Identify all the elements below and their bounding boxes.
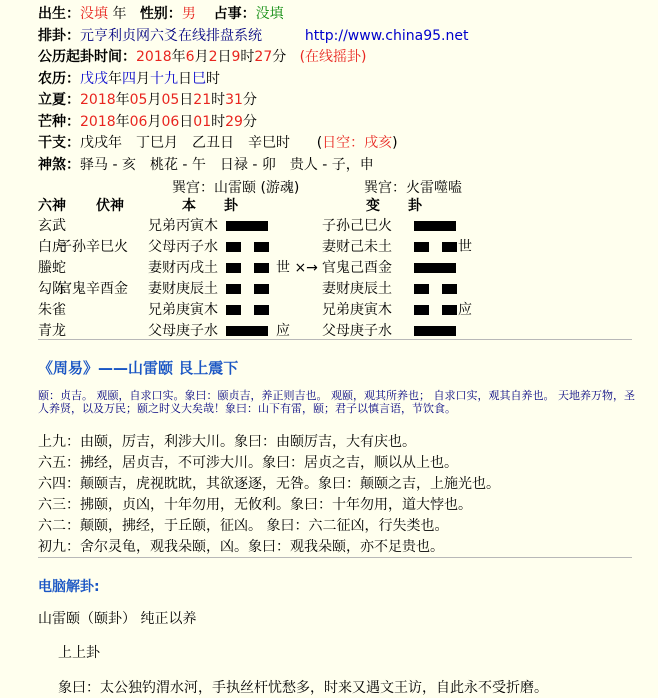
lixia-row bbox=[38, 90, 468, 112]
bian-line-label: 子孙己巳火 bbox=[322, 218, 392, 234]
ben-line-label: 父母庚子水 bbox=[148, 323, 218, 339]
ben-yao-bar bbox=[226, 242, 241, 252]
bian-line-label: 兄弟庚寅木 bbox=[322, 302, 392, 318]
gender-value: 男 bbox=[181, 6, 196, 22]
yao-line: 六二：颠颐，拂经，于丘颐，征凶。 象曰：六二征凶，行失类也。 bbox=[38, 518, 449, 534]
ben-line-label: 兄弟丙寅木 bbox=[148, 218, 218, 234]
matter-value: 没填 bbox=[255, 6, 284, 22]
bian-line-label: 妻财己未土 bbox=[322, 239, 392, 255]
bian-line-mark: 应 bbox=[458, 302, 472, 318]
col-bian: 变 卦 bbox=[366, 198, 422, 214]
unit: 年 bbox=[115, 92, 130, 108]
time-month: 6 bbox=[185, 49, 195, 65]
bian-line-mark: 世 bbox=[458, 239, 472, 255]
bian-yao-bar bbox=[442, 305, 457, 315]
time-row bbox=[38, 47, 468, 69]
unit: 日 bbox=[217, 49, 232, 65]
bian-line-label: 官鬼己酉金 bbox=[322, 260, 392, 276]
jiegua-level: 上上卦 bbox=[58, 645, 100, 661]
unit: 月 bbox=[194, 49, 209, 65]
mz-minute: 29 bbox=[225, 113, 243, 130]
lunar-label: 农历： bbox=[38, 70, 80, 87]
bian-yao-bar bbox=[442, 284, 457, 294]
year-char: 年 bbox=[112, 6, 127, 22]
lixia-minute: 31 bbox=[225, 92, 243, 108]
divider bbox=[38, 557, 632, 558]
ben-yao-bar bbox=[254, 305, 269, 315]
lixia-year: 2018 bbox=[80, 92, 116, 108]
unit: 年 bbox=[171, 49, 186, 65]
lixia-hour: 21 bbox=[193, 92, 212, 108]
bian-yao-bar bbox=[442, 242, 457, 252]
ben-yao-bar bbox=[226, 263, 241, 273]
liushen-cell: 勾陈 bbox=[38, 281, 66, 297]
bian-yao-bar bbox=[414, 263, 456, 273]
lunar-part: 时 bbox=[206, 70, 220, 87]
birth-value: 没填 bbox=[80, 6, 108, 22]
paigua-row bbox=[38, 26, 468, 48]
unit: 时 bbox=[211, 113, 226, 130]
ben-line-label: 妻财庚辰土 bbox=[148, 281, 218, 297]
zhouyi-title: 《周易》——山雷颐 艮上震下 bbox=[38, 359, 239, 377]
shensha-label: 神煞： bbox=[38, 156, 80, 173]
ben-yao-bar bbox=[254, 242, 269, 252]
jiegua-xiang: 象曰：太公独钓渭水河，手执丝杆忧愁多，时来又遇文王访，自此永不受折磨。 bbox=[58, 680, 548, 696]
bian-yao-bar bbox=[414, 284, 429, 294]
lunar-part: 戊戌 bbox=[80, 70, 108, 87]
paigua-system: 元亨利贞网六爻在线排盘系统 bbox=[80, 27, 262, 44]
rikong-value: 日空：戌亥 bbox=[322, 135, 393, 151]
ben-line-label: 妻财丙戌土 bbox=[148, 260, 218, 276]
jiegua-name: 山雷颐（颐卦） 纯正以养 bbox=[38, 611, 197, 627]
paigua-label: 排卦： bbox=[38, 27, 80, 44]
mz-hour: 01 bbox=[193, 113, 212, 130]
time-hour: 9 bbox=[231, 49, 241, 65]
fushen-cell: 官鬼辛酉金 bbox=[58, 281, 128, 297]
bian-yao-bar bbox=[414, 242, 429, 252]
bian-palace: 巽宫：火雷噬嗑 bbox=[364, 180, 462, 196]
birth-row bbox=[38, 4, 468, 26]
paren: ( bbox=[316, 135, 323, 151]
ganzhi-value: 戊戌年 丁巳月 乙丑日 辛巳时 bbox=[80, 135, 290, 151]
fushen-cell: 子孙辛巳火 bbox=[58, 239, 128, 255]
unit: 分 bbox=[272, 49, 287, 65]
time-year: 2018 bbox=[136, 49, 172, 65]
ben-yao-bar bbox=[226, 221, 268, 231]
bian-line-label: 父母庚子水 bbox=[322, 323, 392, 339]
ben-line-label: 兄弟庚寅木 bbox=[148, 302, 218, 318]
unit: 年 bbox=[115, 113, 130, 130]
zhouyi-text: 颐：贞吉。 观颐，自求口实。象曰：颐贞吉，养正则吉也。 观颐，观其所养也； 自求口实，观其自养也。 天地养万物，圣人养贤，以及万民；颐之时义大矣哉！象曰：山下有雷，颐；君子以慎言语，节饮食。 bbox=[38, 389, 635, 415]
liushen-cell: 白虎 bbox=[38, 239, 66, 255]
shensha-value: 驿马 - 亥 桃花 - 午 日禄 - 卯 贵人 - 子，申 bbox=[80, 156, 374, 173]
yao-line: 六五：拂经，居贞吉，不可涉大川。象曰：居贞之吉，顺以从上也。 bbox=[38, 455, 458, 471]
liushen-cell: 朱雀 bbox=[38, 302, 66, 318]
time-day: 2 bbox=[208, 49, 218, 65]
unit: 时 bbox=[240, 49, 255, 65]
ben-line-mark: 世 ×→ bbox=[276, 260, 318, 276]
site-url-link[interactable]: http://www.china95.net bbox=[304, 27, 469, 44]
shensha-row bbox=[38, 155, 468, 177]
yao-line: 初九：舍尔灵龟，观我朵颐，凶。象曰：观我朵颐，亦不足贵也。 bbox=[38, 539, 444, 555]
bian-line-label: 妻财庚辰土 bbox=[322, 281, 392, 297]
lunar-row bbox=[38, 69, 468, 91]
ben-yao-bar bbox=[226, 284, 241, 294]
mz-day: 06 bbox=[161, 113, 180, 130]
bian-yao-bar bbox=[414, 326, 456, 336]
jiegua-heading: 电脑解卦: bbox=[38, 579, 100, 595]
unit: 日 bbox=[179, 92, 194, 108]
liushen-cell: 螣蛇 bbox=[38, 260, 66, 276]
col-ben: 本 卦 bbox=[182, 198, 238, 214]
lunar-part: 年 bbox=[108, 70, 122, 87]
lixia-day: 05 bbox=[161, 92, 180, 108]
time-label: 公历起卦时间： bbox=[38, 49, 136, 65]
ganzhi-row bbox=[38, 133, 468, 155]
ben-line-mark: 应 bbox=[276, 323, 290, 339]
ben-yao-bar bbox=[226, 305, 241, 315]
ganzhi-label: 干支： bbox=[38, 135, 80, 151]
ben-yao-bar bbox=[226, 326, 268, 336]
mz-month: 06 bbox=[129, 113, 148, 130]
unit: 分 bbox=[242, 113, 257, 130]
col-liushen: 六神 bbox=[38, 198, 66, 214]
lunar-part: 巳 bbox=[192, 70, 206, 87]
matter-label: 占事： bbox=[213, 6, 256, 22]
ben-palace: 巽宫：山雷颐 (游魂) bbox=[172, 180, 300, 196]
gender-label: 性别： bbox=[139, 6, 182, 22]
unit: 月 bbox=[147, 113, 162, 130]
lunar-part: 十九 bbox=[150, 70, 178, 87]
liushen-cell: 玄武 bbox=[38, 218, 66, 234]
lunar-part: 四 bbox=[122, 70, 136, 87]
paren: ) bbox=[392, 135, 398, 151]
yao-list bbox=[38, 432, 500, 558]
birth-label: 出生： bbox=[38, 6, 80, 22]
ben-line-label: 父母丙子水 bbox=[148, 239, 218, 255]
bian-yao-bar bbox=[414, 305, 429, 315]
ben-yao-bar bbox=[254, 263, 269, 273]
mangzhong-label: 芒种： bbox=[38, 113, 80, 130]
unit: 时 bbox=[211, 92, 226, 108]
lixia-month: 05 bbox=[129, 92, 148, 108]
time-note: (在线摇卦) bbox=[299, 49, 367, 65]
lunar-part: 日 bbox=[178, 70, 192, 87]
basic-info bbox=[38, 4, 468, 176]
lunar-part: 月 bbox=[136, 70, 150, 87]
divider bbox=[38, 339, 632, 340]
unit: 分 bbox=[242, 92, 257, 108]
ben-yao-bar bbox=[254, 284, 269, 294]
yao-line: 上九：由颐，厉吉，利涉大川。象曰：由颐厉吉，大有庆也。 bbox=[38, 434, 416, 450]
yao-line: 六四：颠颐吉，虎视眈眈，其欲逐逐，无咎。象曰：颠颐之吉，上施光也。 bbox=[38, 476, 500, 492]
liushen-cell: 青龙 bbox=[38, 323, 66, 339]
col-fushen: 伏神 bbox=[96, 198, 124, 214]
time-minute: 27 bbox=[254, 49, 273, 65]
unit: 月 bbox=[147, 92, 162, 108]
mz-year: 2018 bbox=[80, 113, 116, 130]
bian-yao-bar bbox=[414, 221, 456, 231]
unit: 日 bbox=[179, 113, 194, 130]
yao-line: 六三：拂颐，贞凶，十年勿用，无攸利。象曰：十年勿用，道大悖也。 bbox=[38, 497, 472, 513]
mangzhong-row bbox=[38, 112, 468, 134]
lixia-label: 立夏： bbox=[38, 92, 80, 108]
